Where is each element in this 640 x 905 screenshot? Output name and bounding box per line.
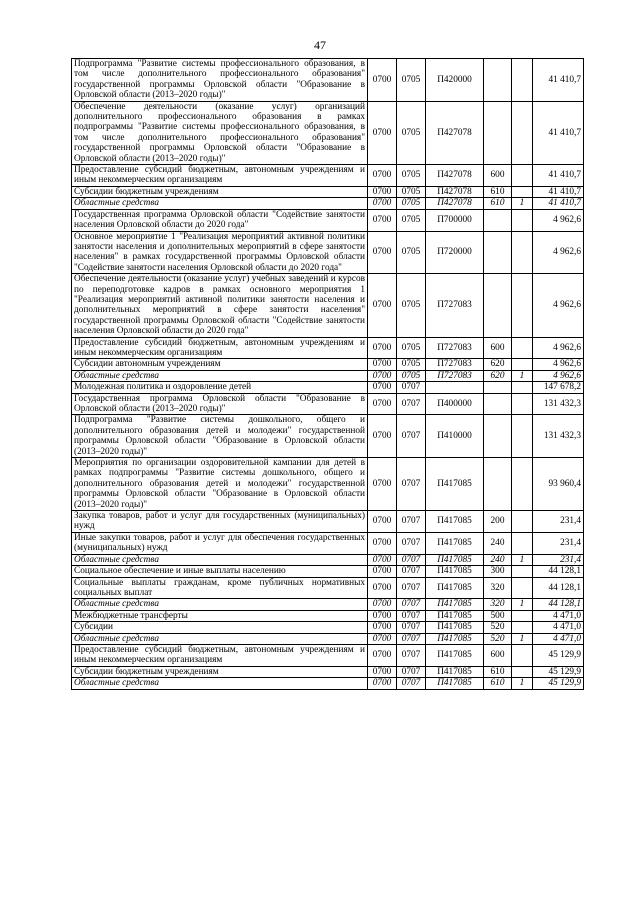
subsection-code: 0707 <box>397 415 426 458</box>
expense-type-code <box>484 101 512 164</box>
amount: 4 962,6 <box>533 337 584 359</box>
amount: 4 471,0 <box>533 622 584 633</box>
target-article-code: П727083 <box>426 337 484 359</box>
amount: 231,4 <box>533 511 584 533</box>
funding-source <box>512 359 533 370</box>
section-code: 0700 <box>368 666 397 677</box>
section-code: 0700 <box>368 633 397 644</box>
subsection-code: 0707 <box>397 678 426 689</box>
amount: 131 432,3 <box>533 415 584 458</box>
target-article-code: П417085 <box>426 644 484 666</box>
row-name: Обеспечение деятельности (оказание услуг) учебных заведений и курсов по переподготовке кадров в рамках основного мероприятия 1 "Реализация мероприятий активной политики занятости населения и дополнительных мероприятий в сфере занятости населения" государственной программы Орловской области "Содействие занятости населения Орловской области до 2020 года" <box>72 274 368 337</box>
expense-type-code <box>484 59 512 102</box>
target-article-code: П417085 <box>426 566 484 577</box>
row-name: Областные средства <box>72 198 368 209</box>
row-name: Подпрограмма "Развитие системы профессионального образования, в том числе дополнительного профессионального образования" государственной программы Орловской области "Образование в Орловской области (2013–2020 годы)" <box>72 59 368 102</box>
expense-type-code: 600 <box>484 337 512 359</box>
expense-type-code: 620 <box>484 370 512 381</box>
expense-type-code: 600 <box>484 644 512 666</box>
section-code: 0700 <box>368 101 397 164</box>
target-article-code: П417085 <box>426 610 484 621</box>
expense-type-code <box>484 393 512 415</box>
funding-source <box>512 274 533 337</box>
expense-type-code <box>484 231 512 274</box>
amount: 41 410,7 <box>533 165 584 187</box>
amount: 44 128,1 <box>533 599 584 610</box>
table-row-regional-funds <box>72 370 584 381</box>
funding-source <box>512 393 533 415</box>
table-row <box>72 209 584 231</box>
target-article-code: П427078 <box>426 186 484 197</box>
row-name: Областные средства <box>72 370 368 381</box>
funding-source <box>512 165 533 187</box>
amount: 4 962,6 <box>533 231 584 274</box>
subsection-code: 0705 <box>397 198 426 209</box>
expense-type-code: 500 <box>484 610 512 621</box>
expense-type-code: 320 <box>484 577 512 599</box>
subsection-code: 0705 <box>397 337 426 359</box>
expense-type-code: 610 <box>484 198 512 209</box>
table-row <box>72 393 584 415</box>
amount: 93 960,4 <box>533 458 584 511</box>
subsection-code: 0707 <box>397 566 426 577</box>
amount: 4 962,6 <box>533 370 584 381</box>
row-name: Предоставление субсидий бюджетным, автономным учреждениям и иным некоммерческим организациям <box>72 644 368 666</box>
expense-type-code <box>484 209 512 231</box>
subsection-code: 0707 <box>397 599 426 610</box>
expense-type-code: 600 <box>484 165 512 187</box>
funding-source <box>512 59 533 102</box>
table-row <box>72 165 584 187</box>
section-code: 0700 <box>368 393 397 415</box>
expense-type-code: 300 <box>484 566 512 577</box>
expense-type-code <box>484 415 512 458</box>
target-article-code: П427078 <box>426 101 484 164</box>
amount: 231,4 <box>533 554 584 565</box>
funding-source <box>512 610 533 621</box>
expense-type-code: 610 <box>484 678 512 689</box>
funding-source: 1 <box>512 198 533 209</box>
amount: 4 471,0 <box>533 610 584 621</box>
subsection-code: 0705 <box>397 209 426 231</box>
amount: 147 678,2 <box>533 382 584 393</box>
expense-type-code: 520 <box>484 633 512 644</box>
table-row <box>72 337 584 359</box>
amount: 44 128,1 <box>533 566 584 577</box>
amount: 41 410,7 <box>533 198 584 209</box>
table-row <box>72 458 584 511</box>
table-row <box>72 59 584 102</box>
subsection-code: 0707 <box>397 532 426 554</box>
target-article-code: П417085 <box>426 458 484 511</box>
table-row <box>72 577 584 599</box>
funding-source: 1 <box>512 678 533 689</box>
expense-type-code: 320 <box>484 599 512 610</box>
expense-type-code: 240 <box>484 554 512 565</box>
target-article-code: П417085 <box>426 577 484 599</box>
funding-source <box>512 101 533 164</box>
row-name: Мероприятия по организации оздоровительной кампании для детей в рамках подпрограммы "Развитие системы дошкольного, общего и дополнительного образования детей и молодежи" государственной программы Орловской области "Образование в Орловской области (2013–2020 годы)" <box>72 458 368 511</box>
section-code: 0700 <box>368 415 397 458</box>
section-code: 0700 <box>368 370 397 381</box>
row-name: Государственная программа Орловской области "Образование в Орловской области (2013–2020 годы)" <box>72 393 368 415</box>
target-article-code: П420000 <box>426 59 484 102</box>
subsection-code: 0707 <box>397 382 426 393</box>
target-article-code: П427078 <box>426 198 484 209</box>
subsection-code: 0707 <box>397 577 426 599</box>
subsection-code: 0707 <box>397 554 426 565</box>
table-row-regional-funds <box>72 198 584 209</box>
amount: 45 129,9 <box>533 678 584 689</box>
table-row-regional-funds <box>72 633 584 644</box>
row-name: Основное мероприятие 1 "Реализация мероприятий активной политики занятости населения и дополнительных мероприятий в сфере занятости населения" в рамках государственной программы Орловской области "Содействие занятости населения Орловской области до 2020 года" <box>72 231 368 274</box>
row-name: Социальные выплаты гражданам, кроме публичных нормативных социальных выплат <box>72 577 368 599</box>
row-name: Субсидии бюджетным учреждениям <box>72 666 368 677</box>
section-code: 0700 <box>368 186 397 197</box>
subsection-code: 0705 <box>397 274 426 337</box>
expense-type-code: 610 <box>484 186 512 197</box>
funding-source <box>512 337 533 359</box>
target-article-code: П417085 <box>426 599 484 610</box>
amount: 41 410,7 <box>533 101 584 164</box>
section-code: 0700 <box>368 511 397 533</box>
amount: 41 410,7 <box>533 59 584 102</box>
funding-source <box>512 231 533 274</box>
funding-source: 1 <box>512 370 533 381</box>
row-name: Областные средства <box>72 554 368 565</box>
funding-source <box>512 209 533 231</box>
target-article-code: П720000 <box>426 231 484 274</box>
row-name: Государственная программа Орловской области "Содействие занятости населения Орловской области до 2020 года" <box>72 209 368 231</box>
section-code: 0700 <box>368 198 397 209</box>
amount: 231,4 <box>533 532 584 554</box>
expense-type-code <box>484 274 512 337</box>
page-number: 47 <box>314 38 326 52</box>
row-name: Областные средства <box>72 599 368 610</box>
table-row <box>72 382 584 393</box>
target-article-code: П417085 <box>426 622 484 633</box>
amount: 131 432,3 <box>533 393 584 415</box>
table-row <box>72 532 584 554</box>
subsection-code: 0707 <box>397 458 426 511</box>
section-code: 0700 <box>368 59 397 102</box>
table-row <box>72 359 584 370</box>
target-article-code: П400000 <box>426 393 484 415</box>
amount: 45 129,9 <box>533 644 584 666</box>
funding-source <box>512 577 533 599</box>
funding-source <box>512 458 533 511</box>
table-row <box>72 415 584 458</box>
table-row <box>72 101 584 164</box>
table-row <box>72 274 584 337</box>
row-name: Областные средства <box>72 678 368 689</box>
section-code: 0700 <box>368 274 397 337</box>
table-row <box>72 666 584 677</box>
row-name: Социальное обеспечение и иные выплаты населению <box>72 566 368 577</box>
target-article-code <box>426 382 484 393</box>
expense-type-code: 240 <box>484 532 512 554</box>
expense-type-code: 620 <box>484 359 512 370</box>
section-code: 0700 <box>368 566 397 577</box>
target-article-code: П727083 <box>426 359 484 370</box>
table-row-regional-funds <box>72 554 584 565</box>
target-article-code: П417085 <box>426 554 484 565</box>
section-code: 0700 <box>368 359 397 370</box>
row-name: Областные средства <box>72 633 368 644</box>
funding-source <box>512 666 533 677</box>
section-code: 0700 <box>368 209 397 231</box>
target-article-code: П417085 <box>426 666 484 677</box>
amount: 41 410,7 <box>533 186 584 197</box>
budget-table-body <box>72 59 584 690</box>
target-article-code: П410000 <box>426 415 484 458</box>
row-name: Иные закупки товаров, работ и услуг для обеспечения государственных (муниципальных) нужд <box>72 532 368 554</box>
amount: 4 962,6 <box>533 209 584 231</box>
funding-source <box>512 532 533 554</box>
section-code: 0700 <box>368 554 397 565</box>
table-row-regional-funds <box>72 599 584 610</box>
row-name: Субсидии <box>72 622 368 633</box>
funding-source <box>512 644 533 666</box>
row-name: Предоставление субсидий бюджетным, автономным учреждениям и иным некоммерческим организациям <box>72 337 368 359</box>
subsection-code: 0707 <box>397 666 426 677</box>
amount: 4 471,0 <box>533 633 584 644</box>
table-row <box>72 231 584 274</box>
target-article-code: П417085 <box>426 532 484 554</box>
table-row-regional-funds <box>72 678 584 689</box>
section-code: 0700 <box>368 644 397 666</box>
subsection-code: 0707 <box>397 610 426 621</box>
section-code: 0700 <box>368 458 397 511</box>
subsection-code: 0707 <box>397 511 426 533</box>
section-code: 0700 <box>368 610 397 621</box>
row-name: Молодежная политика и оздоровление детей <box>72 382 368 393</box>
row-name: Подпрограмма "Развитие системы дошкольного, общего и дополнительного образования детей и молодежи" государственной программы Орловской области "Образование в Орловской области (2013–2020 годы)" <box>72 415 368 458</box>
subsection-code: 0705 <box>397 186 426 197</box>
row-name: Субсидии бюджетным учреждениям <box>72 186 368 197</box>
section-code: 0700 <box>368 532 397 554</box>
section-code: 0700 <box>368 165 397 187</box>
funding-source <box>512 622 533 633</box>
subsection-code: 0705 <box>397 359 426 370</box>
row-name: Обеспечение деятельности (оказание услуг) организаций дополнительного профессионального образования в рамках подпрограммы "Развитие системы профессионального образования, в том числе дополнительного профессионального образования" государственной программы Орловской области "Образование в Орловской области (2013–2020 годы)" <box>72 101 368 164</box>
subsection-code: 0705 <box>397 231 426 274</box>
row-name: Закупка товаров, работ и услуг для государственных (муниципальных) нужд <box>72 511 368 533</box>
target-article-code: П417085 <box>426 511 484 533</box>
table-row <box>72 186 584 197</box>
amount: 4 962,6 <box>533 359 584 370</box>
subsection-code: 0705 <box>397 165 426 187</box>
target-article-code: П427078 <box>426 165 484 187</box>
expense-type-code <box>484 382 512 393</box>
subsection-code: 0705 <box>397 59 426 102</box>
expense-type-code: 520 <box>484 622 512 633</box>
section-code: 0700 <box>368 231 397 274</box>
subsection-code: 0707 <box>397 393 426 415</box>
expense-type-code: 610 <box>484 666 512 677</box>
funding-source <box>512 186 533 197</box>
funding-source: 1 <box>512 599 533 610</box>
row-name: Межбюджетные трансферты <box>72 610 368 621</box>
expense-type-code <box>484 458 512 511</box>
target-article-code: П727083 <box>426 274 484 337</box>
section-code: 0700 <box>368 678 397 689</box>
table-row <box>72 511 584 533</box>
amount: 45 129,9 <box>533 666 584 677</box>
funding-source: 1 <box>512 554 533 565</box>
target-article-code: П417085 <box>426 633 484 644</box>
section-code: 0700 <box>368 337 397 359</box>
section-code: 0700 <box>368 622 397 633</box>
row-name: Предоставление субсидий бюджетным, автономным учреждениям и иным некоммерческим организациям <box>72 165 368 187</box>
section-code: 0700 <box>368 599 397 610</box>
section-code: 0700 <box>368 577 397 599</box>
target-article-code: П700000 <box>426 209 484 231</box>
funding-source: 1 <box>512 633 533 644</box>
table-row <box>72 622 584 633</box>
table-row <box>72 644 584 666</box>
section-code: 0700 <box>368 382 397 393</box>
amount: 4 962,6 <box>533 274 584 337</box>
budget-table <box>71 58 584 690</box>
table-row <box>72 610 584 621</box>
row-name: Субсидии автономным учреждениям <box>72 359 368 370</box>
target-article-code: П417085 <box>426 678 484 689</box>
amount: 44 128,1 <box>533 577 584 599</box>
funding-source <box>512 382 533 393</box>
funding-source <box>512 511 533 533</box>
funding-source <box>512 415 533 458</box>
subsection-code: 0705 <box>397 370 426 381</box>
subsection-code: 0707 <box>397 644 426 666</box>
subsection-code: 0707 <box>397 633 426 644</box>
target-article-code: П727083 <box>426 370 484 381</box>
subsection-code: 0707 <box>397 622 426 633</box>
funding-source <box>512 566 533 577</box>
expense-type-code: 200 <box>484 511 512 533</box>
table-row <box>72 566 584 577</box>
subsection-code: 0705 <box>397 101 426 164</box>
